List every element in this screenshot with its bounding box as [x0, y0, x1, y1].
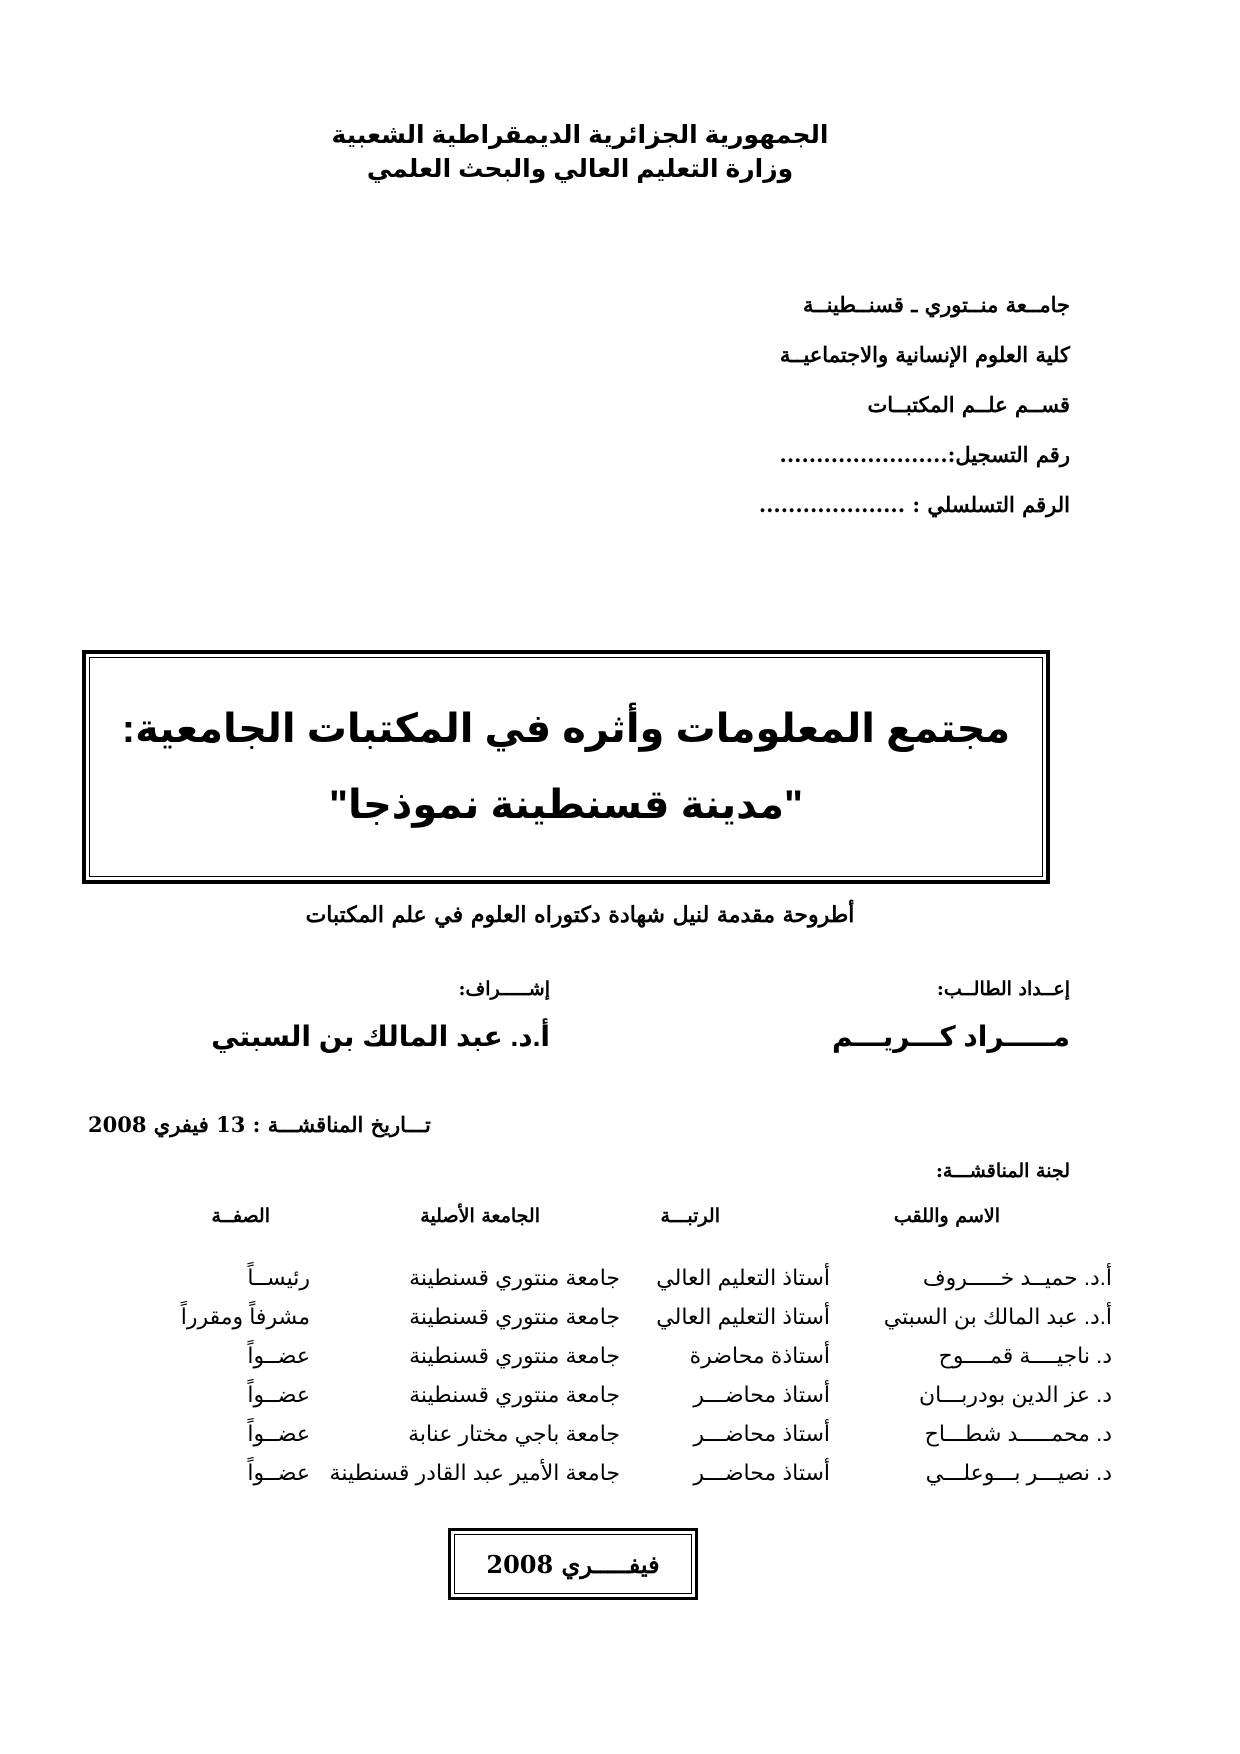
committee-row: [40, 1382, 1120, 1421]
footer-date: فيفـــــري 2008: [454, 1534, 692, 1594]
committee-row: [40, 1421, 1120, 1460]
member-role: عضــواً: [247, 1343, 310, 1368]
committee-row: [40, 1343, 1120, 1382]
member-name: أ.د. حميــد خـــــروف: [922, 1265, 1112, 1290]
member-university: جامعة الأمير عبد القادر قسنطينة: [329, 1460, 620, 1485]
department-name: قســم علــم المكتبــات: [867, 392, 1070, 417]
student-name: مـــــراد كـــريـــم: [832, 1021, 1070, 1052]
thesis-title-inner: [89, 657, 1043, 877]
faculty-name: كلية العلوم الإنسانية والاجتماعيــة: [779, 342, 1070, 367]
member-university: جامعة منتوري قسنطينة: [409, 1343, 620, 1368]
member-rank: أستاذ محاضـــر: [693, 1421, 830, 1446]
committee-row: [40, 1460, 1120, 1499]
thesis-title-line-2: "مدينة قسنطينة نموذجا": [328, 783, 804, 827]
member-university: جامعة منتوري قسنطينة: [409, 1265, 620, 1290]
member-rank: أستاذ التعليم العالي: [656, 1304, 830, 1329]
member-name: د. نصيـــر بـــوعلـــي: [925, 1460, 1112, 1485]
supervisor-name: أ.د. عبد المالك بن السبتي: [211, 1021, 550, 1052]
member-name: د. ناجيــــة قمــــوح: [938, 1343, 1112, 1368]
committee-header-row: [40, 1205, 1120, 1265]
committee-label: لجنة المناقشـــة:: [935, 1160, 1070, 1182]
member-rank: أستاذ محاضـــر: [693, 1460, 830, 1485]
ministry-name: وزارة التعليم العالي والبحث العلمي: [366, 155, 794, 183]
column-header-rank: الرتبـــة: [660, 1205, 720, 1227]
committee-row: [40, 1304, 1120, 1343]
member-role: عضــواً: [247, 1460, 310, 1485]
member-rank: أستاذ محاضـــر: [693, 1382, 830, 1407]
registration-number: رقم التسجيل:.......................: [779, 442, 1070, 467]
member-name: أ.د. عبد المالك بن السبتي: [883, 1304, 1112, 1329]
member-rank: أستاذ التعليم العالي: [656, 1265, 830, 1290]
member-role: رئيســاً: [247, 1265, 310, 1290]
supervisor-label: إشـــــراف:: [458, 978, 550, 1000]
member-university: جامعة باجي مختار عنابة: [408, 1421, 620, 1446]
institution-block: [650, 280, 1070, 530]
member-university: جامعة منتوري قسنطينة: [409, 1382, 620, 1407]
defense-date: تـــاريخ المناقشـــة : 13 فيفري 2008: [88, 1112, 431, 1137]
column-header-university: الجامعة الأصلية: [420, 1205, 540, 1227]
republic-name: الجمهورية الجزائرية الديمقراطية الشعبية: [331, 121, 829, 149]
committee-row: [40, 1265, 1120, 1304]
column-header-name: الاسم واللقب: [893, 1205, 1000, 1227]
committee-table: [40, 1205, 1120, 1499]
header: [0, 118, 1160, 186]
member-name: د. عز الدين بودربـــان: [919, 1382, 1112, 1407]
serial-number: الرقم التسلسلي : ....................: [758, 492, 1070, 517]
university-name: جامــعة منــتوري ـ قسنــطينــة: [803, 292, 1070, 317]
student-label: إعــداد الطالــب:: [936, 978, 1070, 1000]
member-rank: أستاذة محاضرة: [689, 1343, 830, 1368]
member-name: د. محمـــــد شطـــاح: [924, 1421, 1112, 1446]
thesis-subtitle: أطروحة مقدمة لنيل شهادة دكتوراه العلوم في علم المكتبات: [305, 902, 855, 928]
member-role: عضــواً: [247, 1421, 310, 1446]
thesis-title-line-1: مجتمع المعلومات وأثره في المكتبات الجامعية:: [121, 707, 1011, 751]
footer-date-box: [448, 1528, 698, 1600]
member-role: عضــواً: [247, 1382, 310, 1407]
column-header-role: الصفــة: [211, 1205, 270, 1227]
member-university: جامعة منتوري قسنطينة: [409, 1304, 620, 1329]
member-role: مشرفاً ومقرراً: [180, 1304, 310, 1329]
thesis-title-box: [82, 650, 1050, 884]
